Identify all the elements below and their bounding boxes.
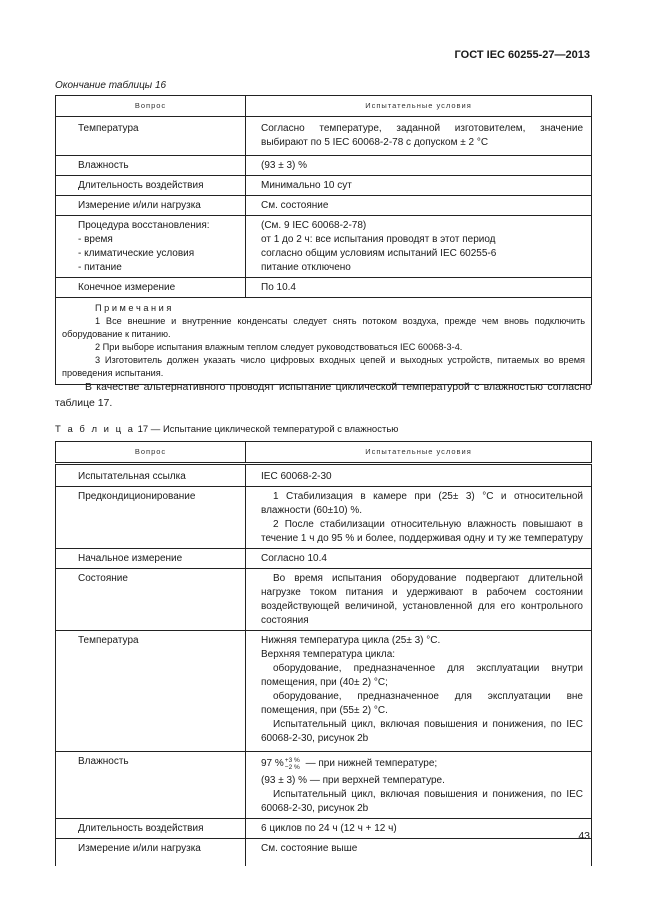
- humidity-base: 97 %: [261, 758, 284, 769]
- note-item: 1 Все внешние и внутренние конденсаты следует снять потоком воздуха, прежде чем вновь подключить оборудование к питанию.: [62, 316, 585, 339]
- table-16: [55, 95, 592, 385]
- row-conditions: Согласно температуре, заданной изготовителем, значение выбирают по 5 IEC 60068-2-78 с допуском ± 2 °С: [246, 117, 592, 156]
- tolerance-minus: −2 %: [284, 764, 300, 771]
- row-question: Влажность: [56, 752, 246, 819]
- row-conditions: [246, 569, 592, 631]
- note-item: 3 Изготовитель должен указать число цифровых входных цепей и выходных устройств, питаемых во время проведения испытания.: [62, 355, 585, 378]
- row-conditions: [246, 216, 592, 278]
- line: от 1 до 2 ч: все испытания проводят в этот период: [261, 234, 496, 245]
- row-question: Состояние: [56, 569, 246, 631]
- table-row: [56, 839, 592, 867]
- row-question: Температура: [56, 631, 246, 752]
- row-question: Предкондиционирование: [56, 487, 246, 549]
- humidity-low-text: — при нижней температуре;: [305, 758, 438, 769]
- caption-label: Т а б л и ц а: [55, 424, 135, 435]
- table17-caption: [55, 424, 398, 435]
- row-question: Длительность воздействия: [56, 176, 246, 196]
- row-conditions: См. состояние выше: [246, 839, 592, 867]
- notes-title: П р и м е ч а н и я: [95, 303, 172, 313]
- table-row: [56, 487, 592, 549]
- table-row: [56, 549, 592, 569]
- page-number: 43: [578, 830, 590, 842]
- row-question: Конечное измерение: [56, 278, 246, 298]
- line: Верхняя температура цикла:: [261, 649, 396, 660]
- line: - питание: [78, 262, 122, 273]
- line: оборудование, предназначенное для эксплуатации вне помещения, при (55± 2) °С.: [261, 691, 583, 716]
- row-question: Влажность: [56, 156, 246, 176]
- row-conditions: [246, 631, 592, 752]
- table-row: [56, 464, 592, 487]
- table17-header-conditions: Испытательные условия: [246, 442, 592, 464]
- row-question: Измерение и/или нагрузка: [56, 196, 246, 216]
- row-conditions: См. состояние: [246, 196, 592, 216]
- line: 1 Стабилизация в камере при (25± 3) °С и относительной влажности (60±10) %.: [261, 491, 583, 516]
- table16-header-conditions: Испытательные условия: [246, 96, 592, 117]
- tolerance-plus: +3 %: [284, 757, 300, 764]
- table-row: [56, 752, 592, 819]
- row-conditions: Согласно 10.4: [246, 549, 592, 569]
- caption-text: 17 — Испытание циклической температурой с влажностью: [137, 424, 399, 435]
- line: Во время испытания оборудование подвергают длительной нагрузке током питания и удерживают в рабочем состоянии воздействующей величиной, установленной для его контрольного состояния: [261, 573, 583, 626]
- line: - время: [78, 234, 113, 245]
- table-17: [55, 441, 592, 866]
- standard-header: ГОСТ IEC 60255-27—2013: [454, 49, 590, 61]
- row-question: Температура: [56, 117, 246, 156]
- row-conditions: По 10.4: [246, 278, 592, 298]
- body-paragraph: В качестве альтернативного проводят испытание циклической температурой с влажностью согласно таблице 17.: [55, 381, 591, 409]
- line: Процедура восстановления:: [78, 220, 210, 231]
- table-row: [56, 819, 592, 839]
- table16-caption: Окончание таблицы 16: [55, 80, 167, 91]
- row-question: Начальное измерение: [56, 549, 246, 569]
- row-conditions: (93 ± 3) %: [246, 156, 592, 176]
- line: (См. 9 IEC 60068-2-78): [261, 220, 367, 231]
- line: Испытательный цикл, включая повышения и понижения, по IEC 60068-2-30, рисунок 2b: [261, 789, 583, 814]
- line: согласно общим условиям испытаний IEC 60255-6: [261, 248, 497, 259]
- line: питание отключено: [261, 262, 351, 273]
- table17-header-question: Вопрос: [56, 442, 246, 464]
- row-question: Испытательная ссылка: [56, 464, 246, 487]
- line: Испытательный цикл, включая повышения и понижения, по IEC 60068-2-30, рисунок 2b: [261, 719, 583, 744]
- humidity-low-line: [261, 755, 583, 774]
- table-row: [56, 569, 592, 631]
- row-conditions: IEC 60068-2-30: [246, 464, 592, 487]
- table16-notes: [56, 298, 592, 385]
- row-question: Длительность воздействия: [56, 819, 246, 839]
- note-item: 2 При выборе испытания влажным теплом следует руководствоваться IEC 60068-3-4.: [95, 342, 463, 352]
- row-conditions: 6 циклов по 24 ч (12 ч + 12 ч): [246, 819, 592, 839]
- line: оборудование, предназначенное для эксплуатации внутри помещения, при (40± 2) °С;: [261, 663, 583, 688]
- row-conditions: [246, 752, 592, 819]
- notes-row: [56, 298, 592, 385]
- line: - климатические условия: [78, 248, 195, 259]
- table16-header-question: Вопрос: [56, 96, 246, 117]
- table-row: [56, 216, 592, 278]
- row-conditions: Минимально 10 сут: [246, 176, 592, 196]
- humidity-tolerance: [285, 757, 300, 771]
- table-row: [56, 156, 592, 176]
- line: Нижняя температура цикла (25± 3) °С.: [261, 635, 441, 646]
- table-row: [56, 278, 592, 298]
- table-row: [56, 176, 592, 196]
- row-conditions: [246, 487, 592, 549]
- table-row: [56, 196, 592, 216]
- table-row: [56, 631, 592, 752]
- table-row: [56, 117, 592, 156]
- row-question: Измерение и/или нагрузка: [78, 843, 201, 854]
- line: (93 ± 3) % — при верхней температуре.: [261, 775, 445, 786]
- line: 2 После стабилизации относительную влажность повышают в течение 1 ч до 95 % и более, поддерживая одну и ту же температуру: [261, 519, 583, 544]
- row-question: [56, 216, 246, 278]
